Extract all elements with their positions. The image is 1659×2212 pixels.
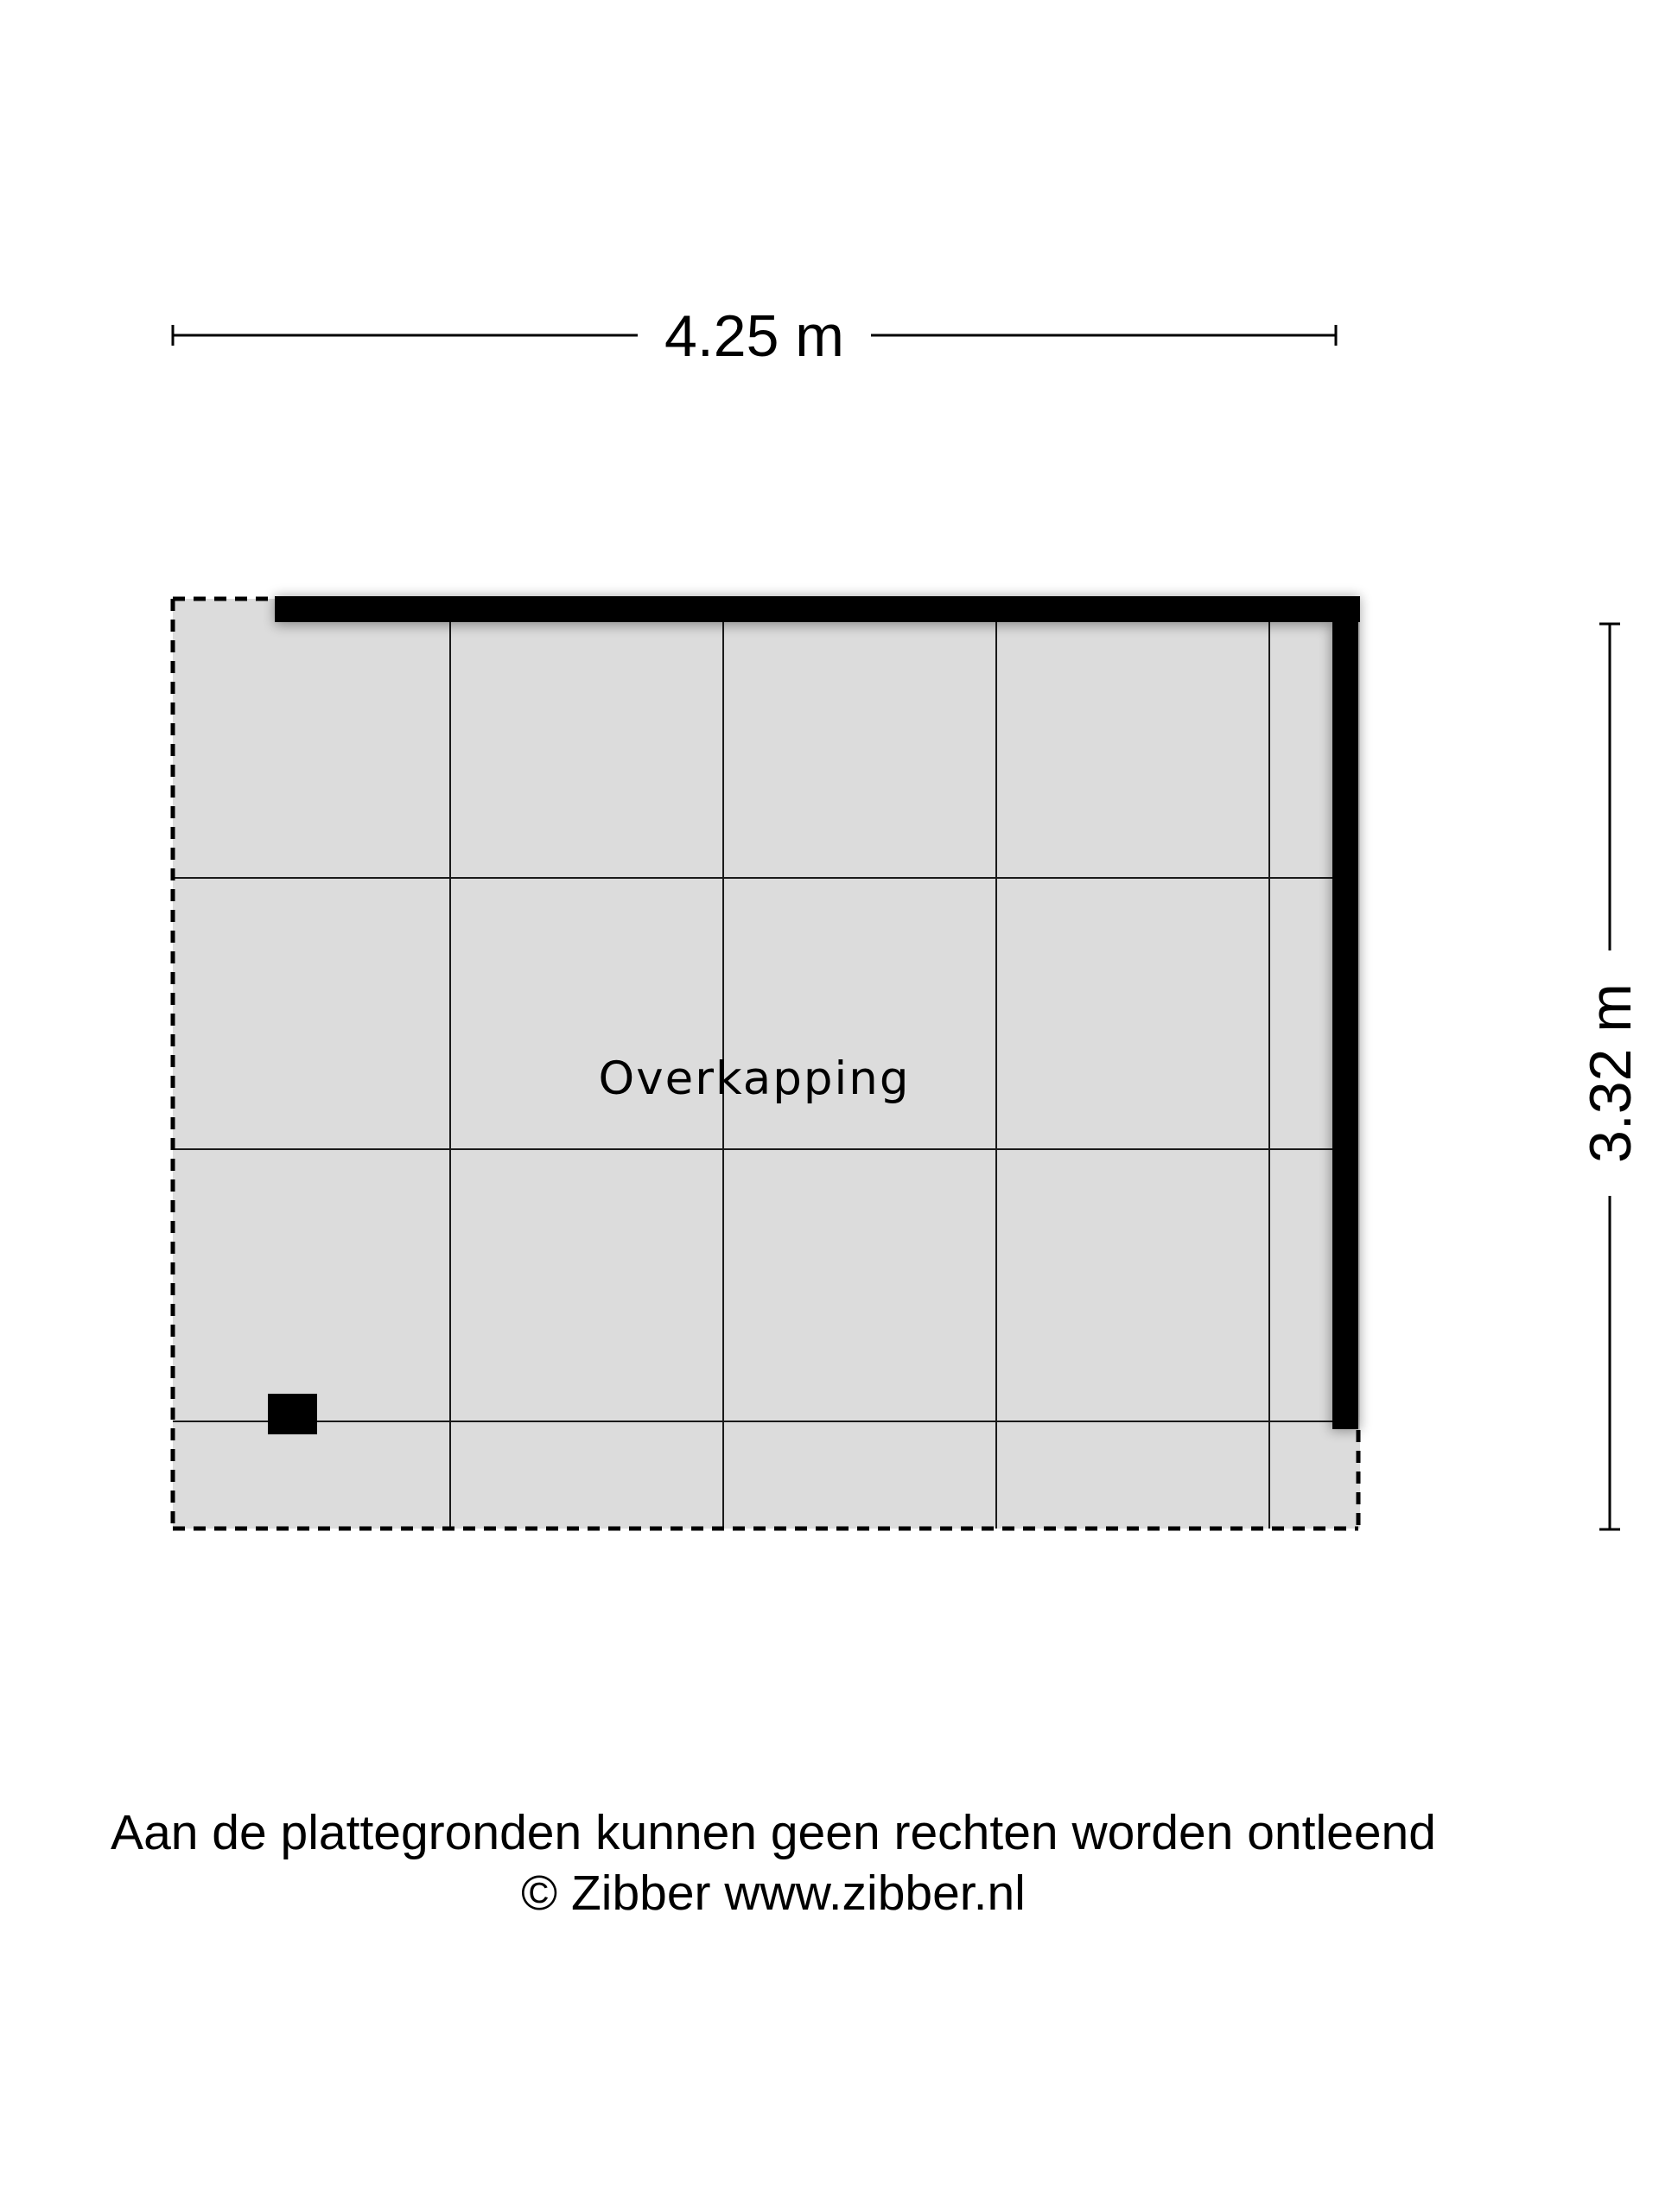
disclaimer-text: Aan de plattegronden kunnen geen rechten worden ontleend [111,1805,1436,1860]
width-dimension-label: 4.25 m [664,303,844,369]
height-dimension-label: 3.32 m [1578,983,1643,1163]
copyright-text: © Zibber www.zibber.nl [521,1866,1026,1921]
room-label: Overkapping [598,1052,911,1105]
height-dimension [1578,624,1643,1529]
support-column [268,1394,317,1434]
width-dimension [173,303,1336,369]
wall-top [275,596,1360,622]
wall-right [1332,596,1358,1429]
